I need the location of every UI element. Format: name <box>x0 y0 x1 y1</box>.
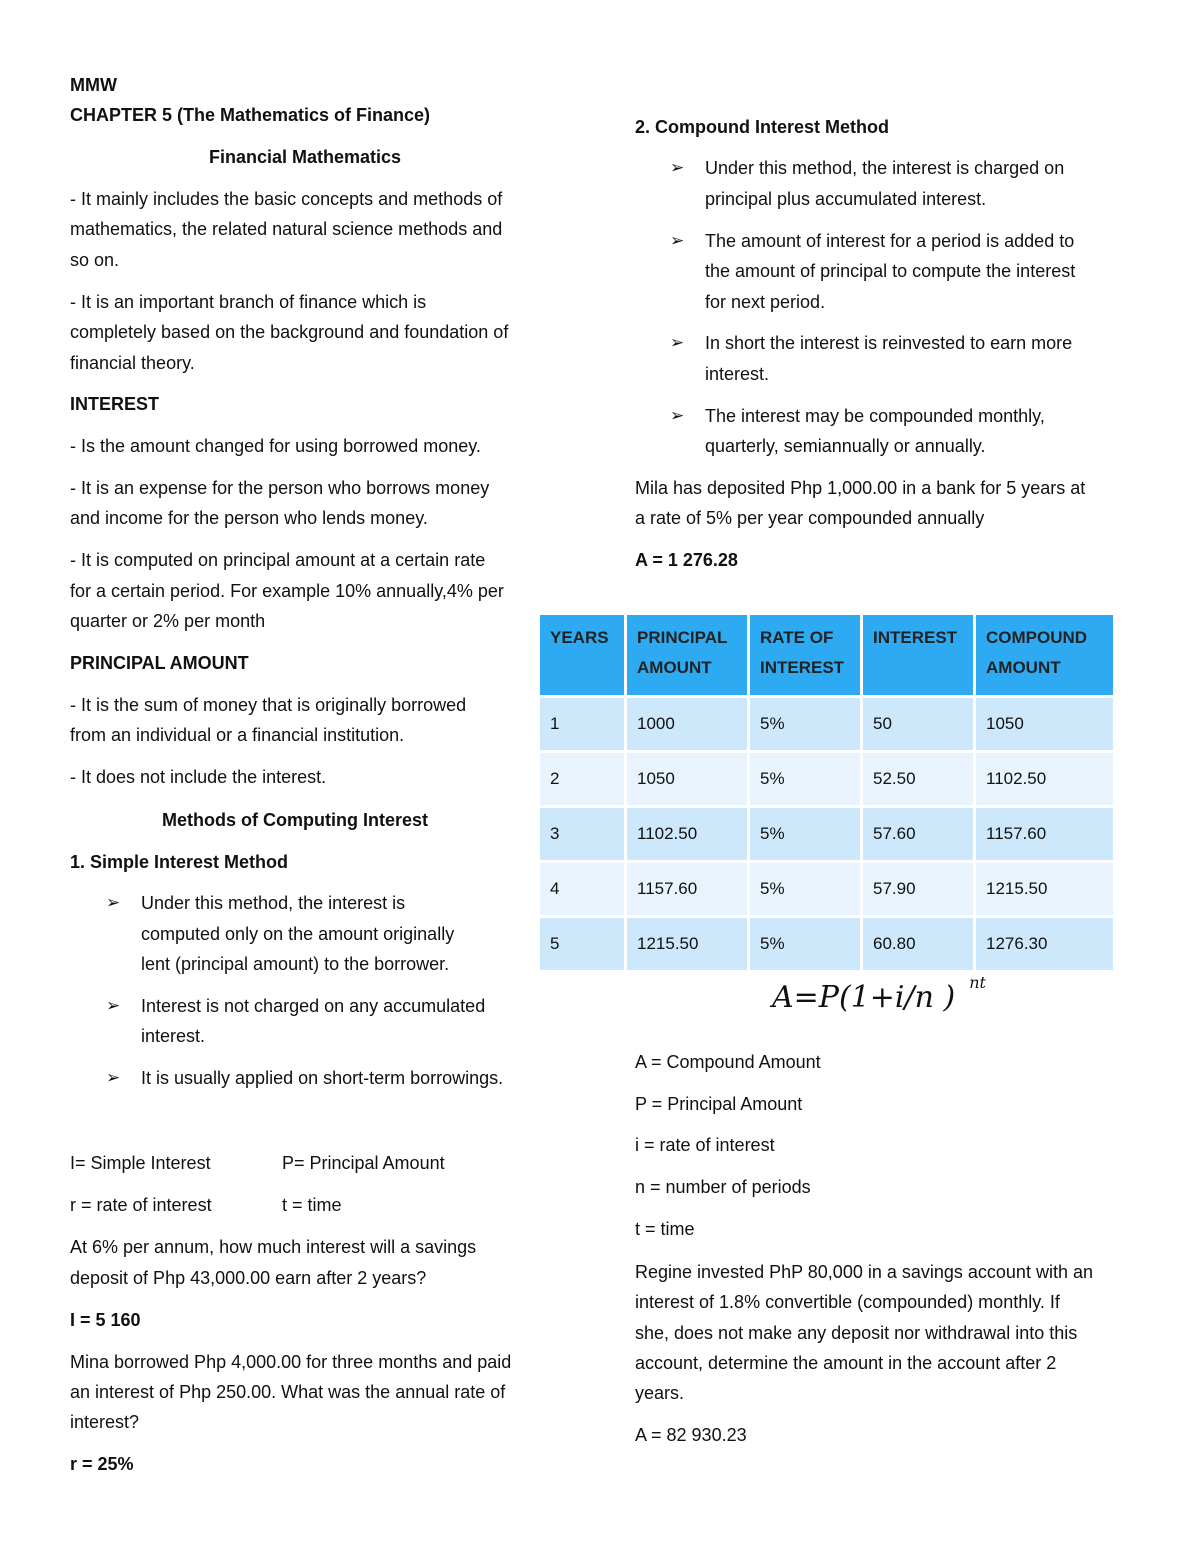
simple-bullet-text: lent (principal amount) to the borrower. <box>141 954 450 974</box>
question-line: At 6% per annum, how much interest will a savings <box>70 1237 477 1257</box>
simple-bullet-text: interest. <box>141 1026 206 1046</box>
chapter-title: CHAPTER 5 (The Mathematics of Finance) <box>70 105 431 125</box>
interest-line: quarter or 2% per month <box>70 611 266 631</box>
fm-line: completely based on the background and foundation of <box>70 322 509 342</box>
table-cell: 1000 <box>627 698 747 750</box>
principal-heading: PRINCIPAL AMOUNT <box>70 653 249 673</box>
answer: r = 25% <box>70 1454 134 1474</box>
definition: n = number of periods <box>635 1177 811 1197</box>
example-answer: A = 1 276.28 <box>635 550 738 570</box>
table-cell: 5% <box>750 918 860 970</box>
table-cell: 3 <box>540 808 624 860</box>
fm-line: - It mainly includes the basic concepts and methods of <box>70 189 503 209</box>
table-cell: 1050 <box>627 753 747 805</box>
interest-line: for a certain period. For example 10% annually,4% per <box>70 581 504 601</box>
question-line: an interest of Php 250.00. What was the annual rate of <box>70 1382 506 1402</box>
table-cell: 1276.30 <box>976 918 1113 970</box>
simple-bullet-text: Under this method, the interest is <box>141 893 406 913</box>
table-cell: 1215.50 <box>627 918 747 970</box>
table-cell: 1157.60 <box>627 863 747 915</box>
table-cell: 5% <box>750 698 860 750</box>
table-header-cell: YEARS <box>540 615 624 695</box>
arrow-bullet-icon: ➢ <box>670 158 685 177</box>
compound-bullet-text: quarterly, semiannually or annually. <box>705 436 986 456</box>
table-cell: 50 <box>863 698 973 750</box>
arrow-bullet-icon: ➢ <box>106 1068 121 1087</box>
interest-line: - Is the amount changed for using borrowed money. <box>70 436 481 456</box>
definition: A = Compound Amount <box>635 1052 821 1072</box>
example-line: a rate of 5% per year compounded annually <box>635 508 985 528</box>
fm-line: - It is an important branch of finance which is <box>70 292 427 312</box>
var-i: I= Simple Interest <box>70 1153 211 1173</box>
answer: A = 82 930.23 <box>635 1425 747 1445</box>
simple-bullet-text: computed only on the amount originally <box>141 924 455 944</box>
var-r: r = rate of interest <box>70 1195 212 1215</box>
var-t: t = time <box>282 1195 342 1215</box>
compound-formula <box>772 973 986 1015</box>
table-cell: 1215.50 <box>976 863 1113 915</box>
var-p: P= Principal Amount <box>282 1153 445 1173</box>
table-cell: 4 <box>540 863 624 915</box>
table-cell: 57.90 <box>863 863 973 915</box>
question-line: years. <box>635 1383 685 1403</box>
interest-line: and income for the person who lends money. <box>70 508 428 528</box>
fm-line: financial theory. <box>70 353 195 373</box>
table-row <box>540 918 1113 970</box>
course-code: MMW <box>70 75 117 95</box>
table-cell: 57.60 <box>863 808 973 860</box>
principal-line: from an individual or a financial institution. <box>70 725 405 745</box>
table-header-cell: INTEREST <box>863 615 973 695</box>
arrow-bullet-icon: ➢ <box>670 333 685 352</box>
question-line: she, does not make any deposit nor withdrawal into this <box>635 1323 1078 1343</box>
definition: t = time <box>635 1219 695 1239</box>
table-header-cell: RATE OF INTEREST <box>750 615 860 695</box>
compound-bullet-text: The interest may be compounded monthly, <box>705 406 1045 426</box>
table-header-cell: COMPOUND AMOUNT <box>976 615 1113 695</box>
compound-bullet-text: the amount of principal to compute the interest <box>705 261 1076 281</box>
formula-exponent: nt <box>969 973 986 992</box>
question-line: interest of 1.8% convertible (compounded) monthly. If <box>635 1292 1060 1312</box>
compound-bullet-text: The amount of interest for a period is added to <box>705 231 1075 251</box>
compound-heading: 2. Compound Interest Method <box>635 117 889 137</box>
section-title: Financial Mathematics <box>208 147 402 167</box>
table-cell: 5 <box>540 918 624 970</box>
compound-bullet-text: interest. <box>705 364 770 384</box>
table-cell: 52.50 <box>863 753 973 805</box>
question-line: interest? <box>70 1412 140 1432</box>
example-line: Mila has deposited Php 1,000.00 in a bank for 5 years at <box>635 478 1086 498</box>
table-cell: 1102.50 <box>976 753 1113 805</box>
table-cell: 1102.50 <box>627 808 747 860</box>
arrow-bullet-icon: ➢ <box>670 231 685 250</box>
table-cell: 1050 <box>976 698 1113 750</box>
table-row <box>540 808 1113 860</box>
interest-heading: INTEREST <box>70 394 160 414</box>
table-row <box>540 753 1113 805</box>
table-row <box>540 863 1113 915</box>
compound-bullet-text: for next period. <box>705 292 826 312</box>
compound-bullet-text: principal plus accumulated interest. <box>705 189 987 209</box>
arrow-bullet-icon: ➢ <box>106 893 121 912</box>
table-header-row <box>540 615 1113 695</box>
interest-line: - It is computed on principal amount at a certain rate <box>70 550 486 570</box>
principal-line: - It is the sum of money that is originally borrowed <box>70 695 467 715</box>
answer: I = 5 160 <box>70 1310 141 1330</box>
table-cell: 60.80 <box>863 918 973 970</box>
simple-bullet-text: It is usually applied on short-term borrowings. <box>141 1068 504 1088</box>
table-cell: 5% <box>750 863 860 915</box>
table-cell: 2 <box>540 753 624 805</box>
table-row <box>540 698 1113 750</box>
table-cell: 5% <box>750 753 860 805</box>
table-cell: 1 <box>540 698 624 750</box>
principal-line: - It does not include the interest. <box>70 767 327 787</box>
methods-heading: Methods of Computing Interest <box>162 810 428 830</box>
question-line: account, determine the amount in the account after 2 <box>635 1353 1057 1373</box>
compound-bullet-text: In short the interest is reinvested to earn more <box>705 333 1073 353</box>
question-line: Regine invested PhP 80,000 in a savings account with an <box>635 1262 1093 1282</box>
arrow-bullet-icon: ➢ <box>670 406 685 425</box>
fm-line: so on. <box>70 250 120 270</box>
definition: i = rate of interest <box>635 1135 775 1155</box>
question-line: Mina borrowed Php 4,000.00 for three months and paid <box>70 1352 512 1372</box>
table-header-cell: PRINCIPAL AMOUNT <box>627 615 747 695</box>
definition: P = Principal Amount <box>635 1094 803 1114</box>
compound-table <box>537 612 1116 973</box>
compound-bullet-text: Under this method, the interest is charged on <box>705 158 1065 178</box>
arrow-bullet-icon: ➢ <box>106 996 121 1015</box>
simple-bullet-text: Interest is not charged on any accumulated <box>141 996 486 1016</box>
table-cell: 5% <box>750 808 860 860</box>
formula-main: A=P(1+i/n ) <box>772 980 956 1015</box>
interest-line: - It is an expense for the person who borrows money <box>70 478 490 498</box>
question-line: deposit of Php 43,000.00 earn after 2 years? <box>70 1268 427 1288</box>
simple-heading: 1. Simple Interest Method <box>70 852 289 872</box>
table-cell: 1157.60 <box>976 808 1113 860</box>
fm-line: mathematics, the related natural science methods and <box>70 219 503 239</box>
